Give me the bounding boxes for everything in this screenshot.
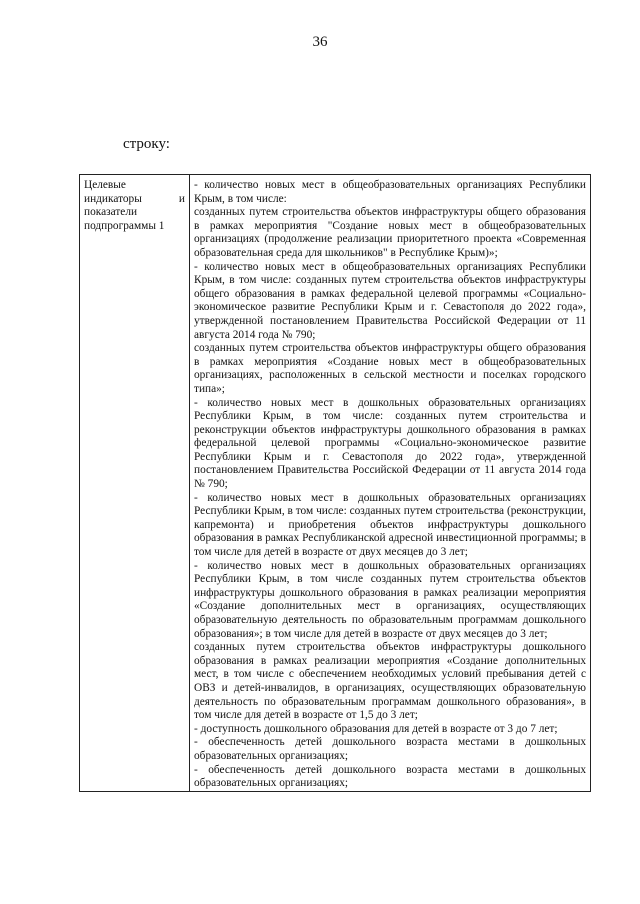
label-line: индикаторы и bbox=[84, 192, 185, 205]
indicators-table bbox=[79, 174, 591, 792]
table-label-cell bbox=[80, 175, 190, 792]
indicator-paragraph: созданных путем строительства объектов инфраструктуры общего образования в рамках мероприятия "Создание новых мест в общеобразовательных организациях (продолжение реализации приоритетного проекта «Современная образовательная среда для школьников" в Республике Крым)»; bbox=[194, 206, 586, 259]
indicator-paragraph: - количество новых мест в общеобразовательных организациях Республики Крым, в том числе: bbox=[194, 179, 586, 205]
indicator-paragraph: - обеспеченность детей дошкольного возраста местами в дошкольных образовательных организациях; bbox=[194, 763, 586, 790]
indicator-paragraph: - количество новых мест в дошкольных образовательных организациях Республики Крым, в том числе созданных путем строительства объектов инфраструктуры дошкольного образования в рамках реализации мероприятия «Создание дополнительных мест в организациях, осуществляющих образовательную деятельность по образовательным программам дошкольного образования»; в том числе для детей в возрасте от двух месяцев до 3 лет; bbox=[194, 559, 586, 640]
page-number: 36 bbox=[312, 34, 328, 50]
table-row bbox=[80, 175, 591, 792]
label-line: Целевые bbox=[84, 179, 126, 191]
indicator-paragraph: созданных путем строительства объектов инфраструктуры дошкольного образования в рамках реализации мероприятия «Создание дополнительных мест, в том числе с обеспечением необходимых условий пребывания детей с ОВЗ и детей-инвалидов, в организациях, осуществляющих образовательную деятельность по образовательным программам дошкольного образования», в том числе для детей в возрасте от 1,5 до 3 лет; bbox=[194, 641, 586, 722]
indicator-paragraph: - доступность дошкольного образования для детей в возрасте от 3 до 7 лет; bbox=[194, 722, 558, 735]
indicator-paragraph: - количество новых мест в дошкольных образовательных организациях Республики Крым, в том числе: созданных путем строительства и реконструкции объектов инфраструктуры дошкольного образования в рамках федеральной целевой программы «Социально-экономическое развитие Республики Крым и г. Севастополя до 2022 года», утвержденной постановлением Правительства Российской Федерации от 11 августа 2014 года № 790; bbox=[194, 396, 586, 491]
label-line: подпрограммы 1 bbox=[84, 219, 165, 232]
intro-text: строку: bbox=[123, 136, 170, 152]
indicator-paragraph: созданных путем строительства объектов инфраструктуры общего образования в рамках мероприятия «Создание новых мест в общеобразовательных организациях, расположенных в сельской местности и поселках городского типа»; bbox=[194, 342, 586, 395]
table-content-cell bbox=[190, 175, 591, 792]
indicator-paragraph: - обеспеченность детей дошкольного возраста местами в дошкольных образовательных организациях; bbox=[194, 736, 586, 762]
label-line: показатели bbox=[84, 206, 138, 219]
indicator-paragraph: - количество новых мест в общеобразовательных организациях Республики Крым, в том числе: созданных путем строительства объектов инфраструктуры общего образования в рамках федеральной целевой программы «Социально-экономическое развитие Республики Крым и г. Севастополя до 2022 года», утвержденной постановлением Правительства Российской Федерации от 11 августа 2014 года № 790; bbox=[194, 260, 586, 341]
indicator-paragraph: - количество новых мест в дошкольных образовательных организациях Республики Крым, в том числе: созданных путем строительства (реконструкции, капремонта) и приобретения объектов инфраструктуры дошкольного образования в рамках Республиканской адресной инвестиционной программы; в том числе для детей в возрасте от двух месяцев до 3 лет; bbox=[194, 491, 586, 559]
